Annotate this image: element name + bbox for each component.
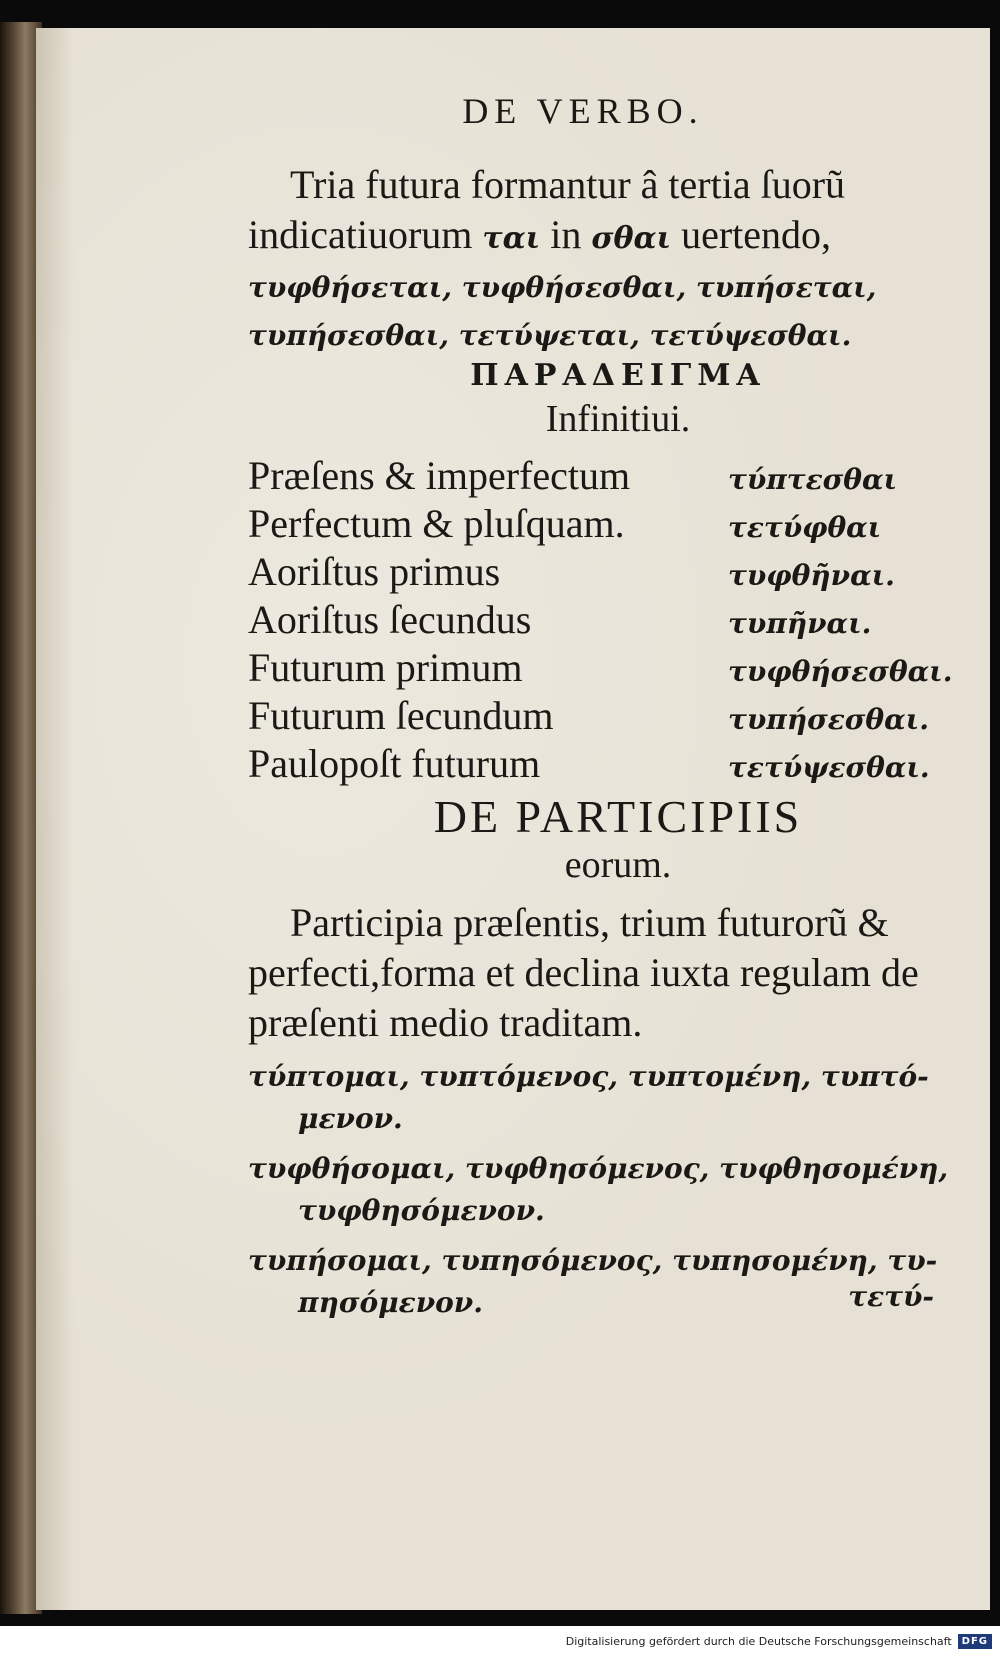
- greek-example-cont: πησόμενον.: [298, 1286, 483, 1319]
- paradigm-label: Perfectum & pluſquam.: [248, 501, 625, 546]
- eorum-title: eorum.: [564, 844, 672, 886]
- paradigm-form: τυφθήσεσθαι.: [728, 655, 953, 688]
- greek-example-cont: μενον.: [298, 1102, 403, 1135]
- paradigm-row: [248, 596, 928, 644]
- paradigm-label: Aoriſtus ſecundus: [248, 597, 532, 642]
- paradigm-form: τύπτεσθαι: [728, 463, 898, 496]
- participle-text: Participia præſentis, trium futurorũ & perfecti,forma et declina iuxta regulam de præſenti medio traditam.: [248, 900, 919, 1045]
- intro-paragraph: [248, 160, 988, 360]
- participiis-title: DE PARTICIPIIS: [433, 791, 803, 842]
- catchword: τετύ-: [848, 1280, 934, 1313]
- paradigma-title: ΠΑΡΑΔΕΙΓΜΑ: [470, 358, 766, 393]
- book-page: [36, 28, 990, 1610]
- footer-credit: Digitalisierung gefördert durch die Deutsche Forschungsgemeinschaft: [565, 1634, 952, 1648]
- greek-example-main: τυφθήσομαι, τυφθησόμενος, τυφθησομένη,: [248, 1152, 949, 1185]
- paradigm-form: τυφθῆναι.: [728, 559, 895, 592]
- greek-example-main: τύπτομαι, τυπτόμενος, τυπτομένη, τυπτό-: [248, 1060, 929, 1093]
- paradigm-table: [248, 452, 953, 788]
- paradigm-row: [248, 740, 928, 788]
- paradigm-label: Præſens & imperfectum: [248, 453, 631, 498]
- paradigm-label: Aoriſtus primus: [248, 549, 501, 594]
- paradigm-form: τυπῆναι.: [728, 607, 872, 640]
- paradigm-label: Futurum primum: [248, 645, 523, 690]
- greek-example-main: τυπήσομαι, τυπησόμενος, τυπησομένη, τυ-: [248, 1244, 938, 1277]
- paradigm-label: Futurum ſecundum: [248, 693, 554, 738]
- intro-latin-1: Tria futura formantur â tertia ſuorũ indicatiuorum: [248, 162, 846, 257]
- intro-latin-3: uertendo,: [681, 212, 832, 257]
- intro-text: [248, 160, 988, 264]
- greek-example-cont: τυφθησόμενον.: [298, 1194, 545, 1227]
- paradigm-row: [248, 500, 928, 548]
- paradigm-form: τετύψεσθαι.: [728, 751, 930, 784]
- paradigm-row: [248, 692, 928, 740]
- intro-greek-forms: τυφθήσεται, τυφθήσεσθαι, τυπήσεται, τυπήσεσθαι, τετύψεται, τετύψεσθαι.: [248, 271, 877, 352]
- paradigm-row: [248, 548, 928, 596]
- paradigm-row: [248, 644, 953, 692]
- intro-latin-2: in: [550, 212, 582, 257]
- participiis-heading-block: [248, 790, 988, 887]
- paradigma-heading-block: [248, 358, 988, 441]
- intro-greek-2: σθαι: [591, 221, 672, 256]
- infinitivi-title: Infinitiui.: [545, 398, 691, 440]
- participle-paragraph: [248, 898, 988, 1048]
- paradigm-form: τυπήσεσθαι.: [728, 703, 929, 736]
- paradigm-row: [248, 452, 928, 500]
- paradigm-label: Paulopoſt futurum: [248, 741, 541, 786]
- running-head: DE VERBO.: [462, 91, 704, 131]
- dfg-logo-icon: DFG: [958, 1634, 992, 1649]
- intro-greek-1: ται: [482, 221, 541, 256]
- footer-bar: [0, 1626, 1000, 1656]
- paradigm-form: τετύφθαι: [728, 511, 882, 544]
